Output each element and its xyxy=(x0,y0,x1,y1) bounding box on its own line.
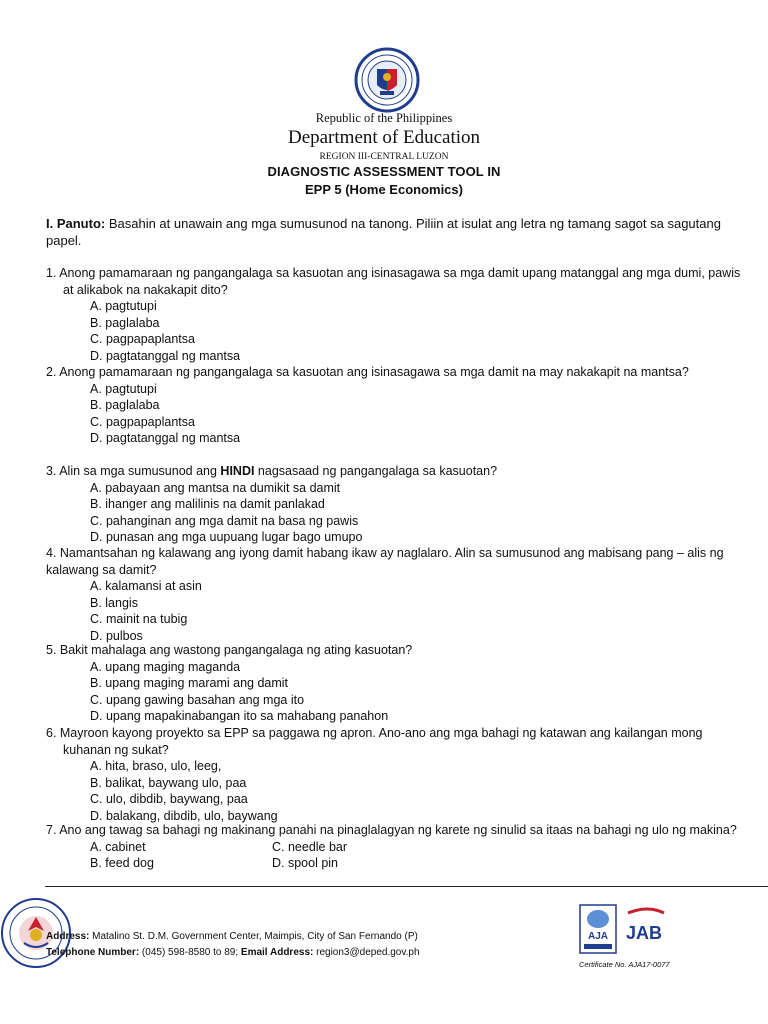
option-c: C. upang gawing basahan ang mga ito xyxy=(90,692,305,707)
option-b: B. langis xyxy=(90,595,138,610)
address-label: Address: xyxy=(46,931,90,942)
question-4 xyxy=(46,545,746,644)
option-c: C. pahanginan ang mga damit na basa ng pawis xyxy=(90,513,359,528)
question-text-start: 3. Alin sa mga sumusunod ang xyxy=(46,464,221,478)
option-a: A. cabinet xyxy=(90,839,146,854)
option-a: A. pabayaan ang mantsa na dumikit sa damit xyxy=(90,480,341,495)
option-a: A. kalamansi at asin xyxy=(90,579,202,593)
deped-seal-logo xyxy=(349,47,425,113)
certificate-number: Certificate No. AJA17-0077 xyxy=(579,960,670,969)
footer-address xyxy=(46,929,418,945)
option-b: B. upang maging marami ang damit xyxy=(90,676,289,690)
question-emphasis: HINDI xyxy=(220,464,255,478)
telephone-value: (045) 598-8580 to 89; xyxy=(139,947,241,958)
question-text: 7. Ano ang tawag sa bahagi ng makinang panahi na pinaglalagyan ng karete ng sinulid sa itaas na bahagi ng ulo ng makina? xyxy=(46,823,737,837)
option-c: C. mainit na tubig xyxy=(90,612,188,626)
option-d: D. upang mapakinabangan ito sa mahabang panahon xyxy=(90,709,389,723)
question-text: 4. Namantsahan ng kalawang ang iyong damit habang ikaw ay naglalaro. Alin sa sumusunod ang mabisang pang – alis ng kalawang sa damit? xyxy=(46,546,724,577)
region-line: REGION III-CENTRAL LUZON xyxy=(319,152,449,162)
footer-contact xyxy=(46,945,420,961)
option-b: B. paglalaba xyxy=(90,398,160,412)
question-2 xyxy=(46,364,746,447)
department-title: Department of Education xyxy=(287,127,481,148)
instructions-text: Basahin at unawain ang mga sumusunod na tanong. Piliin at isulat ang letra ng tamang sagot sa sagutang papel. xyxy=(46,216,721,248)
question-text: 6. Mayroon kayong proyekto sa EPP sa paggawa ng apron. Ano-ano ang mga bahagi ng katawan ang kailangan mong kuhanan ng sukat? xyxy=(46,726,703,757)
question-text: 2. Anong pamamaraan ng pangangalaga sa kasuotan ang isinasagawa sa mga damit na may nakakapit na mantsa? xyxy=(46,365,689,379)
option-d: D. balakang, dibdib, ulo, baywang xyxy=(90,808,278,823)
question-1 xyxy=(46,265,746,364)
instructions-label: I. Panuto: xyxy=(46,216,106,231)
aja-logo-text: AJA xyxy=(587,931,609,942)
option-a: A. hita, braso, ulo, leeg, xyxy=(90,759,222,773)
telephone-label: Telephone Number: xyxy=(46,947,140,958)
option-row-1 xyxy=(46,839,746,856)
option-c: C. pagpapaplantsa xyxy=(90,332,195,346)
option-a: A. pagtutupi xyxy=(90,381,157,396)
option-a: A. upang maging maganda xyxy=(90,659,241,674)
instructions xyxy=(46,216,746,249)
option-b: B. balikat, baywang ulo, paa xyxy=(90,775,247,790)
jab-logo-text: JAB xyxy=(625,923,663,943)
document-title: DIAGNOSTIC ASSESSMENT TOOL IN xyxy=(267,164,501,179)
option-row-2 xyxy=(46,855,746,872)
option-c: C. ulo, dibdib, baywang, paa xyxy=(90,792,248,806)
subject-title: EPP 5 (Home Economics) xyxy=(305,182,463,197)
option-c: C. pagpapaplantsa xyxy=(90,414,195,429)
question-5 xyxy=(46,642,746,725)
question-7 xyxy=(46,822,746,872)
option-d: D. pagtatanggal ng mantsa xyxy=(90,431,241,445)
email-value: region3@deped.gov.ph xyxy=(313,947,420,958)
email-label: Email Address: xyxy=(240,947,314,958)
option-a: A. pagtutupi xyxy=(90,299,157,313)
option-b: B. paglalaba xyxy=(90,315,160,330)
option-b: B. ihanger ang malilinis na damit panlakad xyxy=(90,497,325,511)
republic-line: Republic of the Philippines xyxy=(315,111,453,125)
question-text: 1. Anong pamamaraan ng pangangalaga sa kasuotan ang isinasagawa sa mga damit upang matanggal ang mga dumi, pawis at alikabok na nakakapit dito? xyxy=(46,266,741,297)
option-c: C. needle bar xyxy=(272,839,348,854)
question-text-end: nagsasaad ng pangangalaga sa kasuotan? xyxy=(254,464,498,478)
option-d: D. spool pin xyxy=(272,856,339,870)
question-3 xyxy=(46,463,746,546)
footer-divider xyxy=(45,886,768,887)
option-b: B. feed dog xyxy=(90,856,154,870)
option-d: D. punasan ang mga uupuang lugar bago umupo xyxy=(90,530,363,544)
question-text: 5. Bakit mahalaga ang wastong pangangalaga ng ating kasuotan? xyxy=(46,643,413,657)
question-6 xyxy=(46,725,746,824)
option-d: D. pulbos xyxy=(90,628,143,643)
option-d: D. pagtatanggal ng mantsa xyxy=(90,348,241,363)
question-text xyxy=(46,463,746,480)
address-value: Matalino St. D.M. Government Center, Maimpis, City of San Fernando (P) xyxy=(89,931,418,942)
